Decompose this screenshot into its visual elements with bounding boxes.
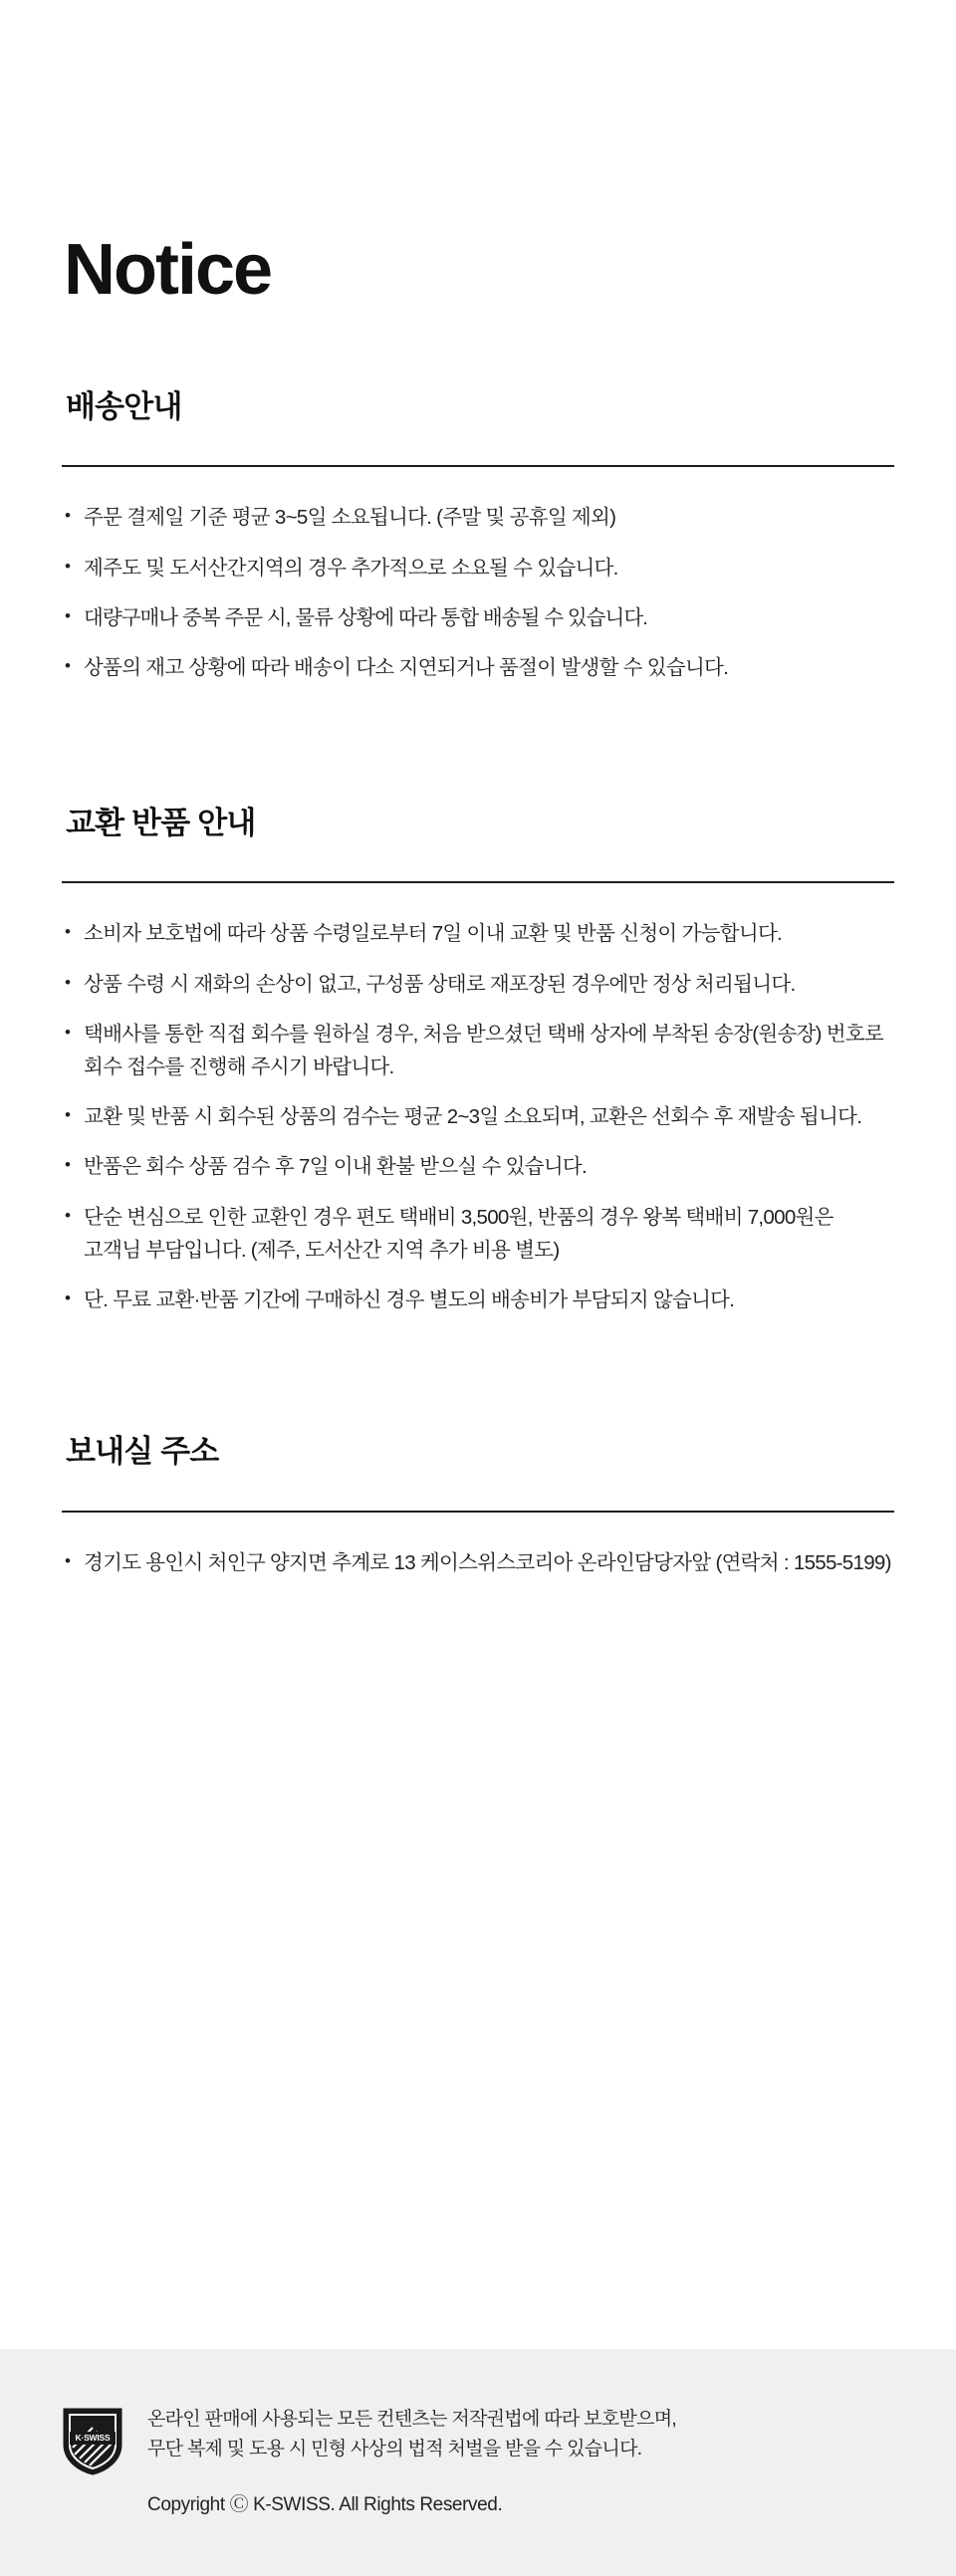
- footer-copyright: Copyright Ⓒ K-SWISS. All Rights Reserved.: [147, 2494, 503, 2515]
- section-divider: [62, 465, 894, 467]
- top-spacer: [62, 0, 894, 234]
- section-gap: [62, 306, 894, 387]
- list-item: • 주문 결제일 기준 평균 3~5일 소요됩니다. (주말 및 공휴일 제외): [62, 501, 894, 534]
- list-item: • 상품 수령 시 재화의 손상이 없고, 구성품 상태로 재포장된 경우에만 정상 처리됩니다.: [62, 968, 894, 1001]
- footer-text: [147, 2403, 894, 2516]
- section-heading-exchange-return: 교환 반품 안내: [66, 806, 256, 841]
- shipping-list: [62, 501, 894, 684]
- footer-notice-line-1: 온라인 판매에 사용되는 모든 컨텐츠는 저작권법에 따라 보호받으며,: [147, 2409, 676, 2431]
- list-item: • 교환 및 반품 시 회수된 상품의 검수는 평균 2~3일 소요되며, 교환은 선회수 후 재발송 됩니다.: [62, 1100, 894, 1133]
- section-divider: [62, 881, 894, 883]
- section-exchange-return: [62, 804, 894, 1316]
- section-divider: [62, 1511, 894, 1513]
- list-item: • 경기도 용인시 처인구 양지면 추계로 13 케이스위스코리아 온라인담당자앞 (연락처 : 1555-5199): [62, 1546, 894, 1579]
- k-swiss-shield-logo-icon: [62, 2407, 123, 2476]
- page-title: Notice: [64, 230, 272, 310]
- section-heading-shipping: 배송안내: [66, 389, 182, 424]
- list-item: • 대량구매나 중복 주문 시, 물류 상황에 따라 통합 배송될 수 있습니다.: [62, 601, 894, 634]
- footer: [0, 2349, 956, 2576]
- list-item: • 반품은 회수 상품 검수 후 7일 이내 환불 받으실 수 있습니다.: [62, 1150, 894, 1183]
- section-gap: [62, 1316, 894, 1432]
- return-address-list: [62, 1546, 894, 1579]
- logo-wrap: [62, 2403, 123, 2481]
- list-item: • 상품의 재고 상황에 따라 배송이 다소 지연되거나 품절이 발생할 수 있습니다.: [62, 651, 894, 684]
- footer-notice-line-2: 무단 복제 및 도용 시 민형 사상의 법적 처벌을 받을 수 있습니다.: [147, 2438, 642, 2459]
- section-return-address: [62, 1432, 894, 1579]
- section-gap: [62, 684, 894, 804]
- section-heading-return-address: 보내실 주소: [66, 1434, 219, 1470]
- list-item: • 단순 변심으로 인한 교환인 경우 편도 택배비 3,500원, 반품의 경우 왕복 택배비 7,000원은 고객님 부담입니다. (제주, 도서산간 지역 추가 비용 별도): [62, 1201, 894, 1267]
- list-item: • 소비자 보호법에 따라 상품 수령일로부터 7일 이내 교환 및 반품 신청이 가능합니다.: [62, 917, 894, 950]
- list-item: • 제주도 및 도서산간지역의 경우 추가적으로 소요될 수 있습니다.: [62, 552, 894, 585]
- list-item: • 택배사를 통한 직접 회수를 원하실 경우, 처음 받으셨던 택배 상자에 부착된 송장(원송장) 번호로 회수 접수를 진행해 주시기 바랍니다.: [62, 1018, 894, 1083]
- exchange-return-list: [62, 917, 894, 1316]
- list-item: • 단. 무료 교환·반품 기간에 구매하신 경우 별도의 배송비가 부담되지 않습니다.: [62, 1284, 894, 1316]
- section-shipping: [62, 387, 894, 684]
- logo-text: K·SWISS: [75, 2433, 111, 2444]
